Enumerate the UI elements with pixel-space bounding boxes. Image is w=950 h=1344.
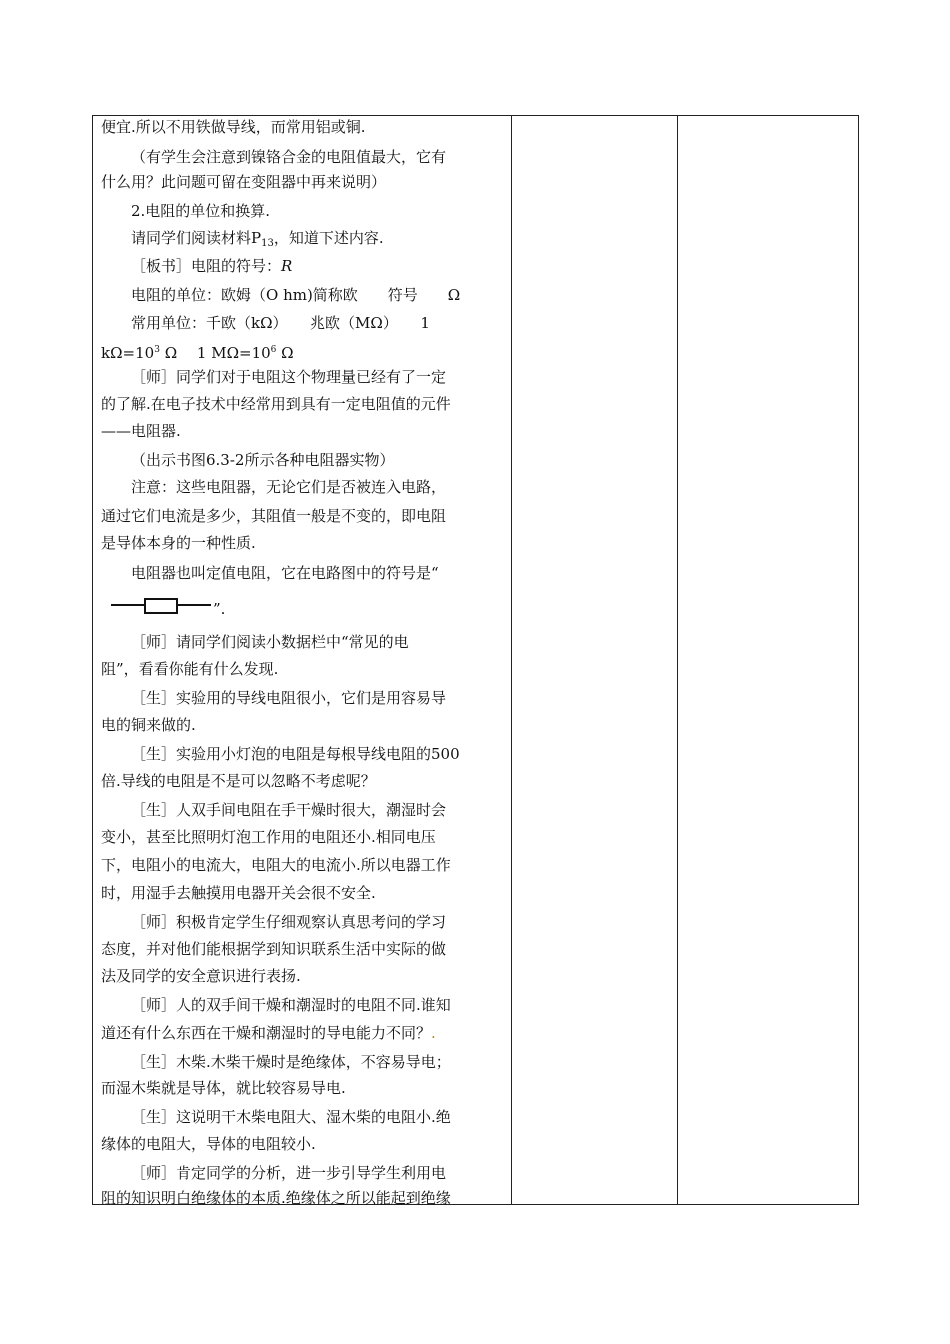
text-line: 通过它们电流是多少，其阻值一般是不变的，即电阻 [101, 507, 447, 525]
text-line [131, 257, 292, 275]
text-line: ［生］人双手间电阻在手干燥时很大，潮湿时会 [131, 801, 447, 819]
text-line: 倍.导线的电阻是不是可以忽略不考虑呢？ [101, 772, 376, 790]
text-span: Ω 1 MΩ=10 [159, 344, 271, 362]
superscript: 3 [154, 345, 160, 355]
text-line [101, 1024, 436, 1042]
text-line: 注意：这些电阻器，无论它们是否被连入电路， [131, 478, 447, 496]
text-span: 道还有什么东西在干燥和潮湿时的导电能力不同？ [101, 1024, 432, 1042]
text-span: ，知道下述内容. [273, 229, 384, 247]
resistor-symbol [111, 598, 211, 612]
text-span: ［板书］电阻的符号： [131, 257, 282, 275]
superscript: 6 [270, 345, 277, 355]
text-line: 电的铜来做的. [101, 716, 196, 734]
stray-dot: . [431, 1024, 436, 1042]
text-line: ［生］木柴.木柴干燥时是绝缘体，不容易导电； [131, 1053, 451, 1071]
text-line: 时，用湿手去触摸用电器开关会很不安全. [101, 884, 376, 902]
column-divider [511, 116, 512, 1204]
text-line: ”. [213, 600, 226, 618]
text-line: ［师］积极肯定学生仔细观察认真思考问的学习 [131, 913, 447, 931]
text-line [101, 341, 294, 362]
text-line: ［师］人的双手间干燥和潮湿时的电阻不同.谁知 [131, 996, 451, 1014]
text-span: 请同学们阅读材料P [131, 229, 262, 247]
text-line: 变小，甚至比照明灯泡工作用的电阻还小.相同电压 [101, 828, 436, 846]
text-line: 2.电阻的单位和换算. [131, 202, 271, 220]
text-line: ［生］实验用小灯泡的电阻是每根导线电阻的500 [131, 745, 460, 763]
text-line: ［生］这说明干木柴电阻大、湿木柴的电阻小.绝 [131, 1108, 451, 1126]
text-line: ［师］肯定同学的分析，进一步引导学生利用电 [131, 1164, 447, 1182]
text-line: 便宜.所以不用铁做导线，而常用铝或铜. [101, 118, 366, 136]
text-line: 什么用？此问题可留在变阻器中再来说明） [101, 173, 387, 191]
text-line: （出示书图6.3-2所示各种电阻器实物） [131, 451, 395, 469]
lesson-table [92, 115, 859, 1205]
text-line: 电阻的单位：欧姆（O hm)简称欧 符号 Ω [131, 286, 461, 304]
text-line: 态度，并对他们能根据学到知识联系生活中实际的做 [101, 940, 447, 958]
text-line: 阻”，看看你能有什么发现. [101, 660, 279, 678]
text-line: ——电阻器. [101, 422, 181, 440]
text-line: ［生］实验用的导线电阻很小，它们是用容易导 [131, 689, 447, 707]
resistor-wire [177, 604, 211, 606]
text-line: ［师］同学们对于电阻这个物理量已经有了一定 [131, 368, 447, 386]
text-line: 而湿木柴就是导体，就比较容易导电. [101, 1079, 346, 1097]
text-span: Ω [276, 344, 294, 362]
text-line: 阻的知识明白绝缘体的本质.绝缘体之所以能起到绝缘 [101, 1189, 451, 1207]
text-line: 电阻器也叫定值电阻，它在电路图中的符号是“ [131, 564, 439, 582]
resistance-symbol: R [281, 257, 293, 275]
subscript: 13 [261, 238, 274, 249]
resistor-wire [111, 604, 145, 606]
resistor-body [144, 598, 178, 614]
text-line: 是导体本身的一种性质. [101, 534, 256, 552]
text-line [131, 229, 384, 253]
text-line: 下，电阻小的电流大，电阻大的电流小.所以电器工作 [101, 856, 451, 874]
column-divider [677, 116, 678, 1204]
text-line: 常用单位：千欧（kΩ） 兆欧（MΩ） 1 [131, 314, 430, 332]
text-line: ［师］请同学们阅读小数据栏中“常见的电 [131, 633, 409, 651]
text-line: （有学生会注意到镍铬合金的电阻值最大，它有 [131, 148, 447, 166]
text-line: 法及同学的安全意识进行表扬. [101, 967, 301, 985]
text-span: kΩ=10 [101, 344, 155, 362]
text-line: 缘体的电阻大，导体的电阻较小. [101, 1135, 316, 1153]
text-line: 的了解.在电子技术中经常用到具有一定电阻值的元件 [101, 395, 451, 413]
